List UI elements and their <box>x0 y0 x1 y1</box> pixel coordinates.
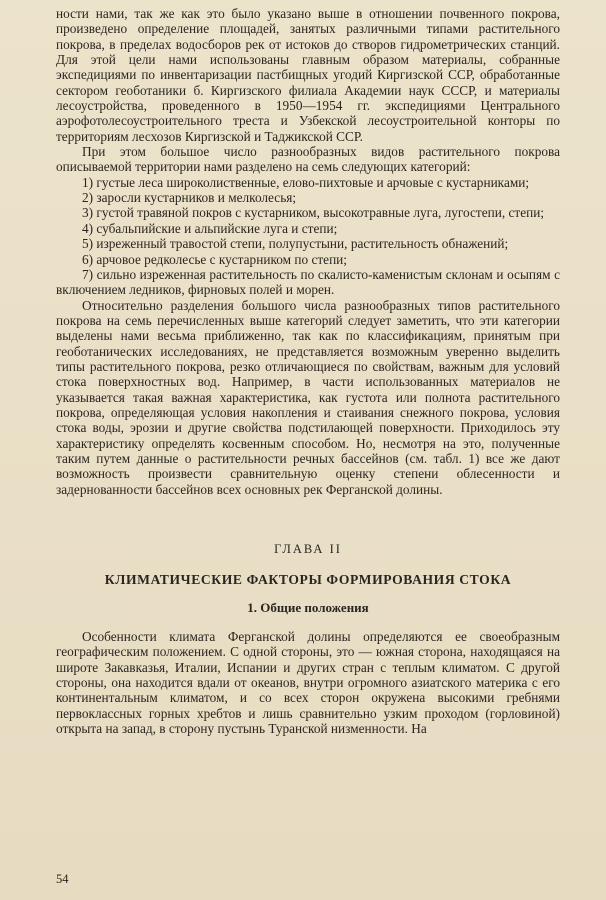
list-item: 3) густой травяной покров с кустарником, высокотравные луга, лугостепи, степи; <box>82 205 545 221</box>
paragraph-vegetation-areas: ности нами, так же как это было указано выше в отношении почвенного покрова, произведено определение площадей, занятых различными типами растительного покрова, в пределах водосборов рек от истоков до створов гидрометрических станций. Для этой цели нами использованы главным образом материалы, собранные экспедициями по инвентаризации пастбищных угодий Киргизской ССР, обработанные сектором геоботаники б. Киргизского филиала Академии наук СССР, и материалы лесоустройства, проведенного в 1950—1954 гг. экспедициями Центрального аэрофотолесоустроительного треста и Узбекской лесоустроительной конторы по территориям лесхозов Киргизской и Таджикской ССР. <box>56 6 560 144</box>
list-item: 7) сильно изреженная растительность по скалисто-каменистым склонам и осыпям с включением ледников, фирновых полей и морен. <box>56 266 560 298</box>
paragraph-classification-note: Относительно разделения большого числа разнообразных типов растительного покрова на семь перечисленных выше категорий следует заметить, что эти категории выделены нами весьма приближенно, так как по классификациям, принятым при геоботанических исследованиях, не представляется возможным уверенно выделить типы растительного покрова, резко отличающиеся по свойствам, важным для условий стока поверхностных вод. Например, в части использованных материалов не указывается такая важная характеристика, как густота или полнота растительного покрова, определяющая условия накопления и стаивания снежного покрова, условия стока воды, эрозии и другие свойства подстилающей поверхности. Приходилось эту характеристику определять косвенным способом. Но, несмотря на это, полученные таким путем данные о растительности речных бассейнов (см. табл. 1) все же дают возможность произвести сравнительную оценку степени облесенности и задернованности бассейнов всех основных рек Ферганской долины. <box>56 297 560 497</box>
list-item: 6) арчовое редколесье с кустарником по степи; <box>82 251 347 267</box>
chapter-title: КЛИМАТИЧЕСКИЕ ФАКТОРЫ ФОРМИРОВАНИЯ СТОКА <box>104 572 512 587</box>
page-number: 54 <box>56 872 69 886</box>
paragraph-categories-intro: При этом большое число разнообразных видов растительного покрова описываемой территории нами разделено на семь следующих категорий: <box>56 144 560 175</box>
section-title: 1. Общие положения <box>247 600 369 615</box>
chapter-label: ГЛАВА II <box>274 542 342 556</box>
list-item: 2) заросли кустарников и мелколесья; <box>82 190 297 206</box>
categories-list <box>56 175 560 298</box>
paragraph-climate: Особенности климата Ферганской долины определяются ее своеобразным географическим положением. С одной стороны, это — южная сторона, находящаяся на широте Закавказья, Италии, Испании и других стран с теплым климатом. С другой стороны, она находится вдали от океанов, внутри огромного азиатского материка с его континентальным климатом, и со всех сторон окружена высокими гребнями первоклассных горных хребтов и лишь сравнительно узким проходом (горловиной) открыта на запад, в сторону пустынь Туранской низменности. На <box>56 629 560 737</box>
list-item: 1) густые леса широколиственные, елово-пихтовые и арчовые с кустарниками; <box>82 174 530 190</box>
list-item: 5) изреженный травостой степи, полупустыни, растительность обнажений; <box>82 236 509 252</box>
list-item: 4) субальпийские и альпийские луга и степи; <box>82 220 338 236</box>
